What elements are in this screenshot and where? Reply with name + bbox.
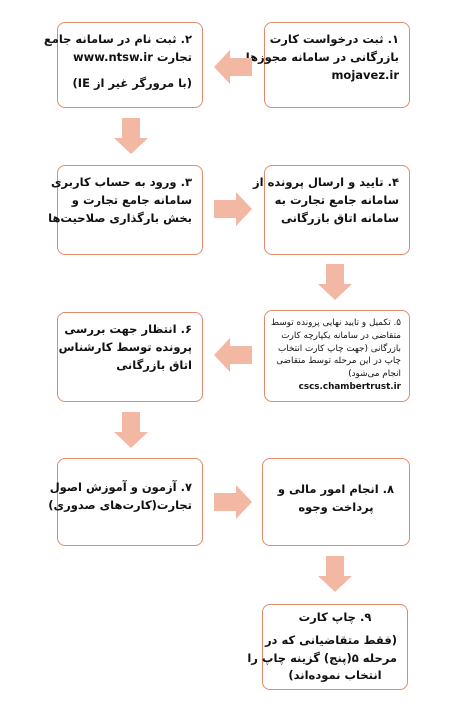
- step-1-line-1: ۱. ثبت درخواست کارت: [269, 32, 399, 46]
- step-7-line-2: تجارت(کارت‌های صدوری): [48, 497, 192, 512]
- step-3-line-2: سامانه جامع تجارت و: [71, 192, 192, 207]
- arrow-down-4-to-5: [318, 264, 352, 300]
- step-7-box: [48, 458, 203, 546]
- step-6-box: [57, 312, 203, 402]
- step-5-line-3: بازرگانی (جهت چاپ کارت انتخاب: [277, 343, 401, 354]
- step-6-line-3: اتاق بازرگانی: [116, 357, 192, 372]
- step-4-line-3: سامانه اتاق بازرگانی: [280, 210, 399, 225]
- arrow-left-5-to-6: [214, 338, 252, 372]
- step-1-url: mojavez.ir: [331, 67, 399, 82]
- step-4-line-2: سامانه جامع تجارت به: [274, 192, 399, 207]
- step-6-line-1: ۶. انتظار جهت بررسی: [64, 322, 192, 336]
- step-9-box: [247, 604, 408, 690]
- step-5-box: [264, 310, 410, 402]
- step-5-line-2: متقاضی در سامانه یکپارچه کارت: [281, 330, 401, 341]
- step-2-line-1: ۲. ثبت نام در سامانه جامع: [43, 32, 192, 46]
- step-3-line-1: ۳. ورود به حساب کاربری: [50, 175, 192, 189]
- step-4-line-1: ۴. تایید و ارسال پرونده از: [253, 175, 399, 189]
- step-5-line-5: انجام می‌شود): [348, 369, 401, 379]
- step-4-box: [253, 165, 410, 255]
- step-8-line-1: ۸. انجام امور مالی و: [277, 482, 395, 496]
- arrow-down-2-to-3: [114, 118, 148, 154]
- step-3-line-3: بخش بارگذاری صلاحیت‌ها: [48, 210, 192, 225]
- step-2-box: [43, 22, 203, 108]
- step-5-line-1: ۵. تکمیل و تایید نهایی پرونده توسط: [270, 318, 401, 328]
- step-9-note-1: (فقط متقاضیانی که در: [264, 633, 397, 648]
- step-6-line-2: پرونده توسط کارشناس: [58, 339, 192, 354]
- step-9-title: ۹. چاپ کارت: [298, 610, 372, 624]
- step-9-note-2: مرحله ۵(پنج) گزینه چاپ را: [247, 650, 397, 665]
- arrow-right-3-to-4: [214, 192, 252, 226]
- step-5-url: cscs.chambertrust.ir: [298, 381, 401, 392]
- arrow-down-6-to-7: [114, 412, 148, 448]
- step-7-line-1: ۷. آزمون و آموزش اصول: [49, 480, 192, 494]
- step-8-line-2: پرداخت وجوه: [298, 499, 374, 514]
- step-3-box: [48, 165, 203, 255]
- arrow-right-7-to-8: [214, 485, 252, 519]
- step-2-note: (با مرورگر غیر از IE): [72, 75, 192, 90]
- step-1-box: [245, 22, 410, 108]
- step-1-line-2: بازرگانی در سامانه مجوزها: [245, 49, 399, 64]
- step-5-line-4: چاپ در این مرحله توسط متقاضی: [276, 356, 401, 367]
- arrow-left-1-to-2: [214, 50, 252, 84]
- step-2-line-2: تجارت www.ntsw.ir: [72, 49, 192, 64]
- arrow-down-8-to-9: [318, 556, 352, 592]
- step-9-note-3: انتخاب نموده‌اند): [288, 667, 382, 682]
- step-8-box: [262, 458, 410, 546]
